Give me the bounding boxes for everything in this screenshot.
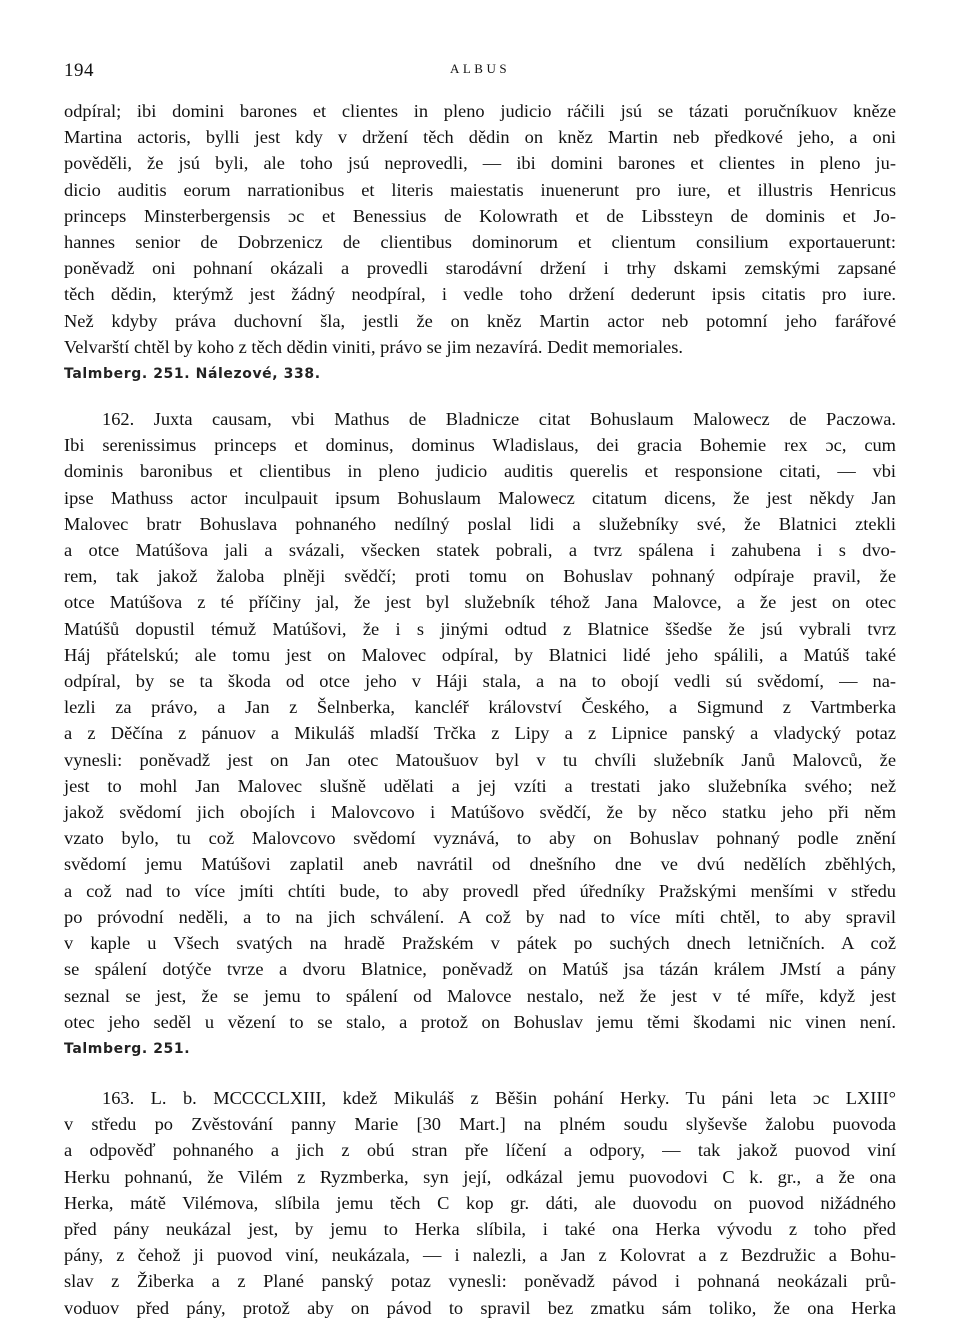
running-head: ALBUS (449, 61, 511, 76)
text-line: Ibi serenissimus princeps et dominus, dominus Wladislaus, dei gracia Bohemie rex ɔc, cum (64, 435, 896, 456)
text-line: v středu po Zvěstování panny Marie [30 Mart.] na plném soudu slyševše žalobu puovoda (64, 1114, 896, 1135)
page-header (64, 56, 896, 88)
document-page (64, 56, 896, 1321)
text-line: seznal se jest, že se jemu to spálení od Malovce nestalo, než že jest v té míře, když jest (64, 985, 896, 1006)
text-line: voduov před pány, protož aby on pávod to spravil bez zmatku sám toliko, že ona Herka (64, 1297, 896, 1318)
text-line: rem, tak jakož žaloba plněji svědčí; proti tomu on Bohuslav pohnaný odpíraje pravil, že (64, 566, 896, 587)
source-reference: Talmberg. 251. Nálezové, 338. (64, 366, 321, 383)
text-line: pověděli, že jsú byli, ale toho jsú neprovedli, — ibi domini barones et clientes in pleno ju- (64, 153, 896, 174)
text-line: pány, z čehož ji puovod viní, neukázala, — i nalezli, a Jan z Kolovrat a z Bezdružic a Bohu- (64, 1245, 896, 1266)
text-line: hannes senior de Dobrzenicz de clientibus dominorum et clientum consilium exportauerunt: (64, 232, 896, 253)
text-line: a což nad to více jmíti chtíti bude, to aby provedl před úředníky Pražskými menšími v středu (64, 880, 896, 901)
text-line: před pány neukázal jest, by jemu to Herka slíbila, i také ona Herka vývodu z toho před (64, 1218, 896, 1239)
section-161-continuation (64, 98, 896, 384)
section-163 (64, 1085, 896, 1321)
text-line: lezli za právo, a Jan z Šelnberka, kancléř království Českého, a Sigmund z Vartmberka (64, 697, 896, 718)
text-line: otec jeho seděl u vězení to se stalo, a protož on Bohuslav jemu těmi škodami nic vinen není. (64, 1011, 896, 1032)
text-line: po próvodní neděli, a to na jich schválení. A což by nad to více míti chtěl, to aby spravil (64, 906, 896, 927)
text-line: vynesli: poněvadž jest on Jan otec Matoušuov byl v tu chvíli služebník Janů Malovců, že (64, 749, 896, 770)
text-line: se spálení dotýče tvrze a dvoru Blatnice, poněvadž on Matúš jsa tázán králem JMstí a pány (64, 959, 896, 980)
text-line: Než kdyby práva duchovní šla, jestli že on kněz Martin actor neb potomní jeho farářové (64, 310, 896, 331)
entry-heading-line: 162. Juxta causam, vbi Mathus de Bladnicze citat Bohuslaum Malowecz de Paczowa. (102, 409, 896, 430)
text-line: ipse Mathuss actor inculpauit ipsum Bohuslaum Malowecz citatum dicens, že jest někdy Jan (64, 487, 896, 508)
text-line: otce Matúšova z té příčiny jal, že jest byl služebník téhož Jana Malovce, a že jest on otec (64, 592, 896, 613)
spacer (64, 1059, 896, 1085)
text-line: jest to mohl Jan Malovec slušně udělati a jej vzíti a trestati jako služebníka svého; než (64, 775, 896, 796)
text-line: odpíral, by se ta škoda od otce jeho v Háji stala, a na to obojí vedli sú svědomí, — na- (64, 671, 896, 692)
entry-heading-line: 163. L. b. MCCCCLXIII, kdež Mikuláš z Běšin pohání Herky. Tu páni leta ɔc LXIII° (102, 1087, 896, 1108)
text-line: jakož svědomí jich obojích i Malovcovo i Matúšovo svědčí, že by něco statku jeho při něm (64, 802, 896, 823)
text-line: a z Děčína z pánuov a Mikuláš mladší Trčka z Lipy a z Lipnice panský a vladycký potaz (64, 723, 896, 744)
text-line: a otce Matúšova jali a svázali, všecken statek pobrali, a tvrz spálena i zahubena i s dvo- (64, 540, 896, 561)
text-line: a odpověď pohnaného a jich z obú stran pře líčení a odpory, — tak jakož puovod viní (64, 1140, 896, 1161)
text-line: Herka, mátě Vilémova, slíbila jemu těch C kop gr. dáti, ale duovodu on puovod nižádného (64, 1192, 896, 1213)
text-line: slav z Žiberka a z Plané panský potaz vynesli: poněvadž pávod i pohnaná neokázali prů- (64, 1271, 896, 1292)
text-line: těch dědin, kterýmž jest žádný neodpíral, i vedle toho držení dederunt ipsis citatis pro iure. (64, 284, 896, 305)
text-line: dominis baronibus et clientibus in pleno judicio auditis querelis et responsione citati, — vbi (64, 461, 896, 482)
text-line: v kaple u Všech svatých na hradě Pražském v pátek po suchých dnech letničních. A což (64, 933, 896, 954)
text-line: odpíral; ibi domini barones et clientes in pleno judicio ráčili jsú se tázati poručníkuov kněze (64, 101, 896, 121)
text-line: Martina actoris, bylli jest kdy v držení těch dědin on kněz Martin neb předkové jeho, a oni (64, 127, 896, 148)
section-162 (64, 406, 896, 1059)
text-line: princeps Minsterbergensis ɔc et Benessius de Kolowrath et de Libssteyn de dominis et Jo- (64, 205, 896, 226)
text-line: dicio auditis eorum narrationibus et literis maiestatis inuenerunt pro iure, et illustris Henricus (64, 179, 896, 200)
source-reference: Talmberg. 251. (64, 1040, 191, 1057)
text-line: vzato bylo, tu což Malovcovo svědomí vyznává, to aby on Bohuslav pohnaný podle znění (64, 828, 896, 849)
text-line: Velvarští chtěl by koho z těch dědin viniti, právo se jim nezavírá. Dedit memoriales. (64, 336, 683, 357)
text-line: Háj přátelskú; ale tomu jest on Malovec odpíral, by Blatnici lidé jeho spálili, a Matúš také (64, 644, 896, 665)
text-line: Herku pohnanú, že Vilém z Ryzmberka, syn její, odkázal jemu puovodovi C k. gr., a že ona (64, 1166, 896, 1187)
page-number: 194 (64, 60, 94, 81)
text-line: Matúšů dopustil témuž Matúšovi, že i s jinými odtud z Blatnice ššedše že jsú vybrali tvrz (64, 618, 896, 639)
spacer (64, 384, 896, 406)
text-line: poněvadž oni pohnaní okázali a provedli starodávní držení i trhy dskami zemskými zapsané (64, 258, 896, 279)
text-line: Malovec bratr Bohuslava pohnaného nedílný poslal lidi a služebníky své, že Blatnici ztekli (64, 513, 896, 534)
text-line: svědomí jemu Matúšovi zaplatil aneb navrátil od dnešního dne ve dvú nedělích zběhlých, (64, 854, 896, 875)
